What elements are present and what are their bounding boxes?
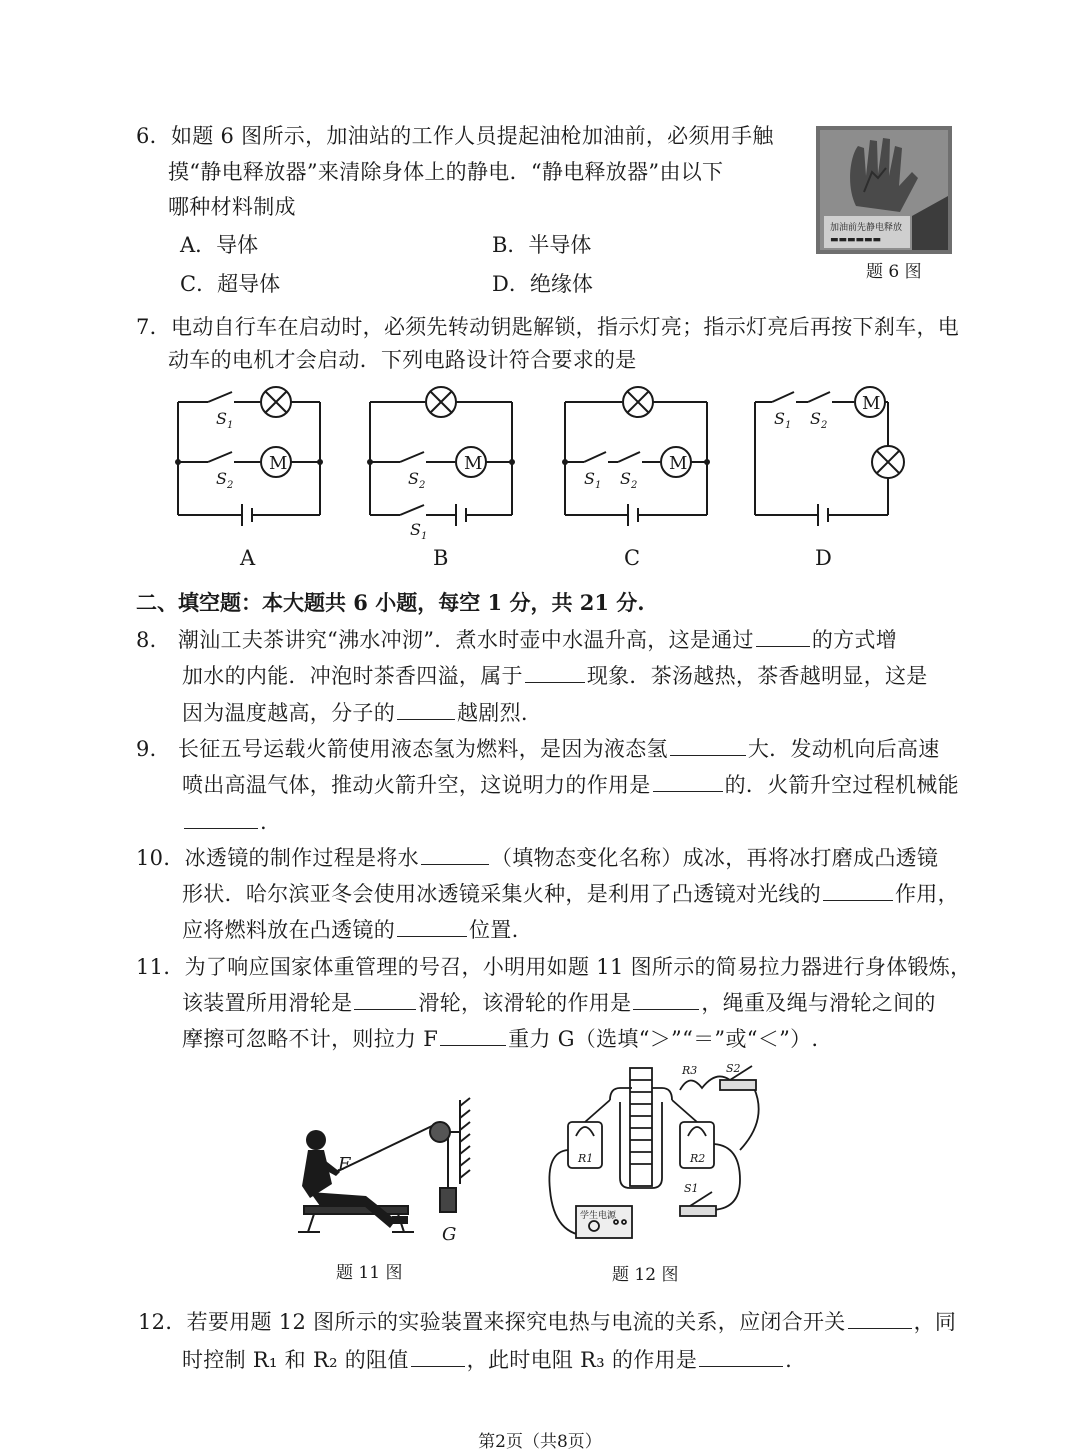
circuit-a [178,387,320,526]
q10-blank-3[interactable] [397,916,467,937]
motor-d: M [862,393,881,414]
section-2-title: 二、填空题：本大题共 6 小题，每空 1 分，共 21 分. [136,590,645,615]
fig11-gravity-label: G [442,1224,457,1245]
svg-text:S: S [810,409,821,428]
svg-text:S: S [216,409,227,428]
q9-blank-3[interactable] [184,808,258,829]
q12-line-1: 12．若要用题 12 图所示的实验装置来探究电热与电流的关系，应闭合开关 ，同 [138,1310,957,1334]
q6-option-a: A．导体 [180,233,259,257]
q9-blank-2[interactable] [653,771,723,792]
q6-option-d: D．绝缘体 [492,272,593,296]
q10-line-2: 形状．哈尔滨亚冬会使用冰透镜采集火种，是利用了凸透镜对光线的 作用， [182,882,959,906]
q11-line-1: 11．为了响应国家体重管理的号召，小明用如题 11 图所示的简易拉力器进行身体锻炼， [136,955,972,979]
q8-line-2: 加水的内能．冲泡时茶香四溢，属于 现象．茶汤越热，茶香越明显，这是 [182,664,928,688]
fig6-caption: 题 6 图 [866,262,922,282]
circuit-label-a: A [240,546,256,570]
svg-text:▬▬▬▬▬▬: ▬▬▬▬▬▬ [830,235,882,245]
q11-blank-2[interactable] [633,989,699,1010]
svg-text:1: 1 [227,420,234,431]
q10-blank-1[interactable] [421,844,489,865]
fig12-apparatus [540,1060,780,1260]
fig11-force-label: F [338,1154,351,1175]
fig12-r3: R3 [682,1064,698,1077]
q11-line-3: 摩擦可忽略不计，则拉力 F 重力 G（选填“＞”“＝”或“＜”）. [182,1027,819,1051]
circuit-b [370,387,512,526]
svg-text:S: S [408,469,419,488]
q11-blank-3[interactable] [440,1025,506,1046]
q9-line-3: . [182,808,267,836]
svg-text:S: S [410,520,421,539]
motor-c: M [669,453,688,474]
svg-text:2: 2 [821,420,828,431]
q10-line-1: 10．冰透镜的制作过程是将水 （填物态变化名称）成冰，再将冰打磨成凸透镜 [136,846,939,870]
q10-blank-2[interactable] [823,880,893,901]
q8-blank-1[interactable] [756,626,810,647]
fig12-s2: S2 [726,1062,741,1075]
q8-line-3: 因为温度越高，分子的 越剧烈. [182,701,528,725]
svg-text:2: 2 [419,480,426,491]
svg-text:2: 2 [227,480,234,491]
q6-line-2: 摸“静电释放器”来清除身体上的静电．“静电释放器”由以下 [168,160,724,184]
q6-option-c: C．超导体 [180,272,281,296]
fig12-caption: 题 12 图 [612,1265,679,1285]
q7-line-1: 7．电动自行车在启动时，必须先转动钥匙解锁，指示灯亮；指示灯亮后再按下刹车，电 [136,315,960,339]
q6-line-3: 哪种材料制成 [168,195,296,219]
fig12-s1: S1 [684,1182,699,1195]
circuit-label-d: D [815,546,832,570]
q11-line-2: 该装置所用滑轮是 滑轮，该滑轮的作用是 ，绳重及绳与滑轮之间的 [182,991,936,1015]
q7-line-2: 动车的电机才会启动．下列电路设计符合要求的是 [168,348,637,372]
q10-line-3: 应将燃料放在凸透镜的 位置. [182,918,519,942]
static-release-photo-text: 加油前先静电释放 [830,223,903,233]
q8-line-1: 8． 潮汕工夫茶讲究“沸水冲沏”．煮水时壶中水温升高，这是通过 的方式增 [136,628,898,652]
static-release-photo [816,126,952,254]
q12-blank-2[interactable] [411,1346,465,1367]
svg-text:1: 1 [421,531,428,542]
q12-blank-3[interactable] [699,1346,783,1367]
q9-line-1: 9． 长征五号运载火箭使用液态氢为燃料，是因为液态氢 大．发动机向后高速 [136,737,940,761]
fig12-power-label: 学生电源 [580,1211,617,1221]
svg-text:1: 1 [595,480,602,491]
q6-option-b: B．半导体 [492,233,592,257]
fig11-pull-device [280,1088,480,1258]
q11-blank-1[interactable] [354,989,416,1010]
page-footer: 第2页（共8页） [478,1432,602,1452]
svg-text:S: S [216,469,227,488]
q6-line-1: 6．如题 6 图所示，加油站的工作人员提起油枪加油前，必须用手触 [136,124,774,148]
q12-line-2: 时控制 R₁ 和 R₂ 的阻值 ，此时电阻 R₃ 的作用是 . [182,1348,793,1372]
q9-blank-1[interactable] [670,735,746,756]
circuit-d [755,387,904,526]
svg-text:S: S [620,469,631,488]
svg-text:S: S [774,409,785,428]
svg-text:1: 1 [785,420,792,431]
q12-blank-1[interactable] [848,1308,912,1329]
q8-blank-2[interactable] [525,662,585,683]
q8-blank-3[interactable] [397,699,455,720]
fig12-r1: R1 [578,1152,594,1165]
svg-text:2: 2 [631,480,638,491]
motor-a: M [269,453,288,474]
q7-circuits [160,380,920,550]
svg-text:S: S [584,469,595,488]
fig11-caption: 题 11 图 [336,1263,403,1283]
motor-b: M [464,453,483,474]
circuit-label-c: C [624,546,641,570]
q9-line-2: 喷出高温气体，推动火箭升空，这说明力的作用是 的．火箭升空过程机械能 [182,773,959,797]
circuit-label-b: B [433,546,449,570]
fig12-r2: R2 [690,1152,706,1165]
